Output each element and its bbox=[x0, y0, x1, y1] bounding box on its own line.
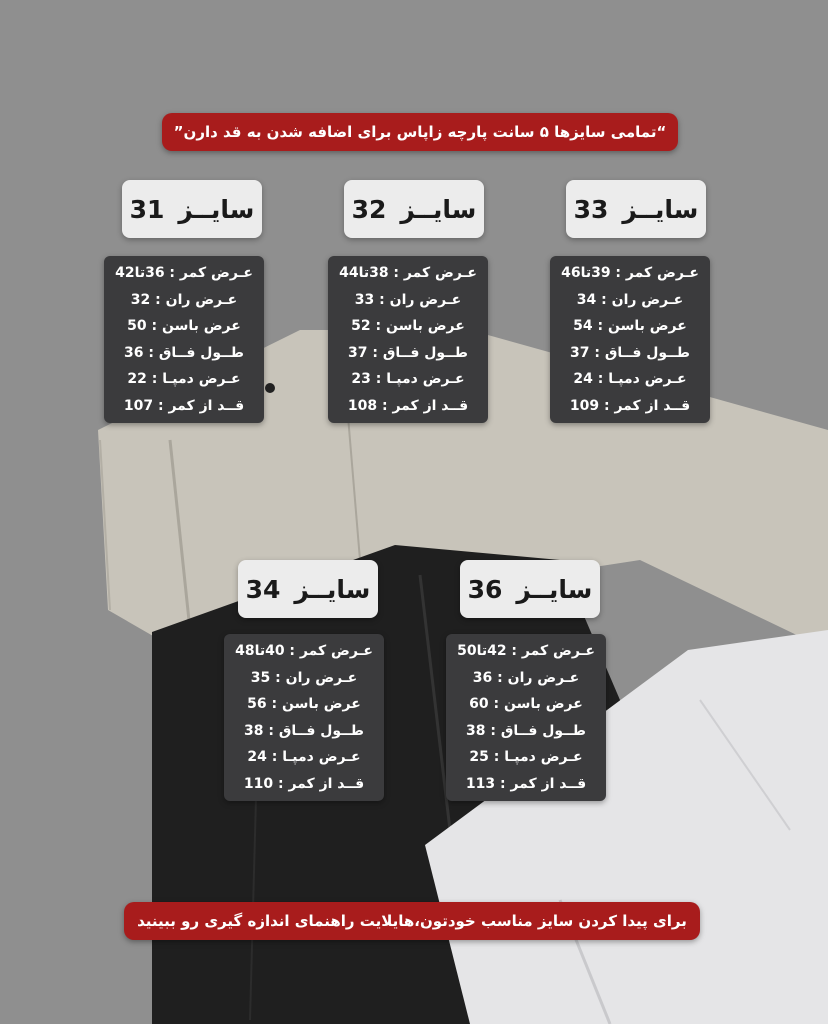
hip-width: عرض باسن : 52 bbox=[351, 318, 465, 334]
rise-length: طــول فــاق : 37 bbox=[348, 344, 468, 361]
waist-width: عـرض کمر : 36تا42 bbox=[115, 265, 253, 281]
size-31-specs bbox=[104, 256, 264, 423]
hip-width: عرض باسن : 50 bbox=[127, 318, 241, 334]
size-word: سایــز bbox=[516, 574, 593, 604]
hip-width: عرض باسن : 60 bbox=[469, 696, 583, 712]
hip-width: عرض باسن : 56 bbox=[247, 696, 361, 712]
size-32-title-card bbox=[344, 180, 484, 238]
size-number: 34 bbox=[245, 574, 281, 604]
spare-fabric-note-banner: “تمامی سایزها ۵ سانت پارچه زاپاس برای اضافه شدن به قد دارن” bbox=[162, 113, 678, 151]
waist-width: عـرض کمر : 42تا50 bbox=[457, 643, 595, 659]
size-32-specs bbox=[328, 256, 488, 423]
thigh-width: عـرض ران : 32 bbox=[130, 291, 238, 308]
size-number: 33 bbox=[573, 194, 609, 224]
waist-width: عـرض کمر : 39تا46 bbox=[561, 265, 699, 281]
size-word: سایــز bbox=[294, 574, 371, 604]
size-34-specs bbox=[224, 634, 384, 801]
length-from-waist: قــد از کمر : 110 bbox=[243, 775, 365, 792]
rise-length: طــول فــاق : 38 bbox=[244, 722, 364, 739]
waist-width: عـرض کمر : 38تا44 bbox=[339, 265, 477, 281]
rise-length: طــول فــاق : 38 bbox=[466, 722, 586, 739]
waist-width: عـرض کمر : 40تا48 bbox=[235, 643, 373, 659]
length-from-waist: قــد از کمر : 109 bbox=[569, 397, 691, 414]
hem-width: عـرض دمپـا : 24 bbox=[573, 371, 687, 387]
size-36-specs bbox=[446, 634, 606, 801]
hip-width: عرض باسن : 54 bbox=[573, 318, 687, 334]
size-34-title-card bbox=[238, 560, 378, 618]
size-number: 32 bbox=[351, 194, 387, 224]
rise-length: طــول فــاق : 37 bbox=[570, 344, 690, 361]
thigh-width: عـرض ران : 33 bbox=[354, 291, 462, 308]
hem-width: عـرض دمپـا : 22 bbox=[127, 371, 241, 387]
thigh-width: عـرض ران : 34 bbox=[576, 291, 684, 308]
size-word: سایــز bbox=[622, 194, 699, 224]
size-word: سایــز bbox=[400, 194, 477, 224]
hem-width: عـرض دمپـا : 24 bbox=[247, 749, 361, 765]
length-from-waist: قــد از کمر : 113 bbox=[465, 775, 587, 792]
size-33-specs bbox=[550, 256, 710, 423]
size-36-title-card bbox=[460, 560, 600, 618]
beige-button-icon bbox=[265, 383, 275, 393]
measurement-guide-note-banner: برای پیدا کردن سایز مناسب خودتون،هایلایت راهنمای اندازه گیری رو ببینید bbox=[124, 902, 700, 940]
length-from-waist: قــد از کمر : 107 bbox=[123, 397, 245, 414]
thigh-width: عـرض ران : 35 bbox=[250, 669, 358, 686]
length-from-waist: قــد از کمر : 108 bbox=[347, 397, 469, 414]
size-33-title-card bbox=[566, 180, 706, 238]
hem-width: عـرض دمپـا : 25 bbox=[469, 749, 583, 765]
size-number: 36 bbox=[467, 574, 503, 604]
thigh-width: عـرض ران : 36 bbox=[472, 669, 580, 686]
size-number: 31 bbox=[129, 194, 165, 224]
size-word: سایــز bbox=[178, 194, 255, 224]
size-31-title-card bbox=[122, 180, 262, 238]
hem-width: عـرض دمپـا : 23 bbox=[351, 371, 465, 387]
rise-length: طــول فــاق : 36 bbox=[124, 344, 244, 361]
